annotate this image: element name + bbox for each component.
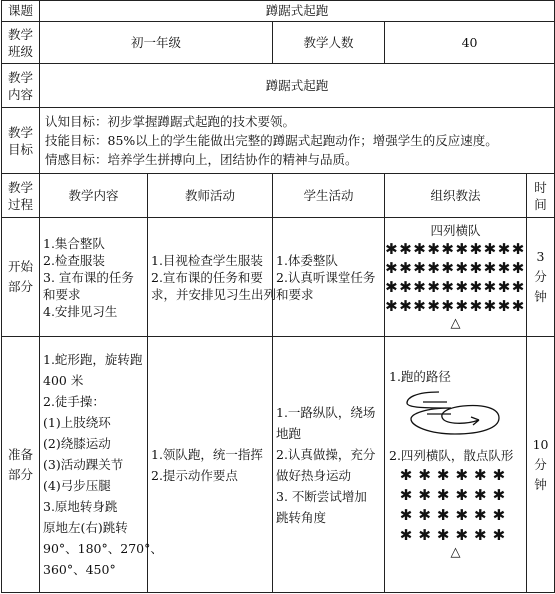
class-row — [2, 22, 555, 64]
content-value: 蹲踞式起跑 — [40, 64, 555, 108]
title-value: 蹲踞式起跑 — [40, 1, 555, 22]
student-count-label: 教学人数 — [273, 22, 385, 64]
formation-row: ✱✱✱✱✱✱ — [399, 486, 512, 504]
section-prep-row — [2, 337, 555, 593]
formation-row: ✱✱✱✱✱✱✱✱✱✱ — [385, 259, 526, 277]
student-count-value: 40 — [385, 22, 555, 64]
formation-row: ✱✱✱✱✱✱ — [399, 526, 512, 544]
section-start-teacher: 1.目视检查学生服装 2.宣布课的任务和要 求，并安排见习生出列 — [148, 218, 273, 337]
section-prep-time: 10 分 钟 — [527, 337, 555, 593]
section-prep-label: 准备部分 — [2, 337, 40, 593]
process-label: 教学过程 — [2, 174, 40, 218]
section-prep-student: 1.一路纵队，绕场 地跑 2.认真做操，充分 做好热身运动 3. 不断尝试增加 跳转角度 — [273, 337, 385, 593]
col-header-time: 时间 — [527, 174, 555, 218]
goal-skill: 技能目标：85%以上的学生能做出完整的蹲踞式起跑动作；增强学生的反应速度。 — [45, 133, 498, 148]
col-header-content: 教学内容 — [40, 174, 148, 218]
class-value: 初一年级 — [40, 22, 273, 64]
goals-text — [40, 108, 555, 174]
goals-row — [2, 108, 555, 174]
col-header-method: 组织教法 — [385, 174, 527, 218]
section-start-method — [385, 218, 527, 337]
goal-affective: 情感目标：培养学生拼搏向上，团结协作的精神与品质。 — [45, 152, 358, 167]
goals-label: 教学目标 — [2, 108, 40, 174]
col-header-teacher: 教师活动 — [148, 174, 273, 218]
teacher-position-triangle: △ — [450, 316, 461, 331]
formation-row: ✱✱✱✱✱✱ — [399, 466, 512, 484]
lesson-plan-table — [1, 0, 555, 593]
scatter-formation-caption: 2.四列横队，散点队形 — [389, 448, 514, 463]
section-start-content: 1.集合整队 2.检查服装 3. 宣布课的任务 和要求 4.安排见习生 — [40, 218, 148, 337]
process-header-row — [2, 174, 555, 218]
title-row — [2, 1, 555, 22]
section-start-time: 3 分 钟 — [527, 218, 555, 337]
section-start-student: 1.体委整队 2.认真听课堂任务 和要求 — [273, 218, 385, 337]
formation-row: ✱✱✱✱✱✱✱✱✱✱ — [385, 278, 526, 296]
title-label: 课题 — [2, 1, 40, 22]
section-prep-teacher: 1.领队跑，统一指挥 2.提示动作要点 — [148, 337, 273, 593]
col-header-student: 学生活动 — [273, 174, 385, 218]
formation-row: ✱✱✱✱✱✱✱✱✱✱ — [385, 240, 526, 258]
formation-row: ✱✱✱✱✱✱✱✱✱✱ — [385, 297, 526, 315]
section-start-row — [2, 218, 555, 337]
goal-cognitive: 认知目标：初步掌握蹲踞式起跑的技术要领。 — [45, 114, 296, 129]
content-label: 教学内容 — [2, 64, 40, 108]
section-prep-content: 1.蛇形跑，旋转跑 400 米 2.徒手操： (1)上肢绕环 (2)绕膝运动 (3)活动踝关节 (4)弓步压腿 3.原地转身跳 原地左(右)跳转 90°、180°、270°、 360°、450° — [40, 337, 148, 593]
formation-caption: 四列横队 — [430, 223, 481, 238]
section-prep-method — [385, 337, 527, 593]
formation-row: ✱✱✱✱✱✱ — [399, 506, 512, 524]
class-label: 教学班级 — [2, 22, 40, 64]
path-caption: 1.跑的路径 — [389, 369, 451, 384]
teacher-position-triangle: △ — [450, 545, 461, 560]
section-start-label: 开始部分 — [2, 218, 40, 337]
spiral-run-path-diagram — [387, 386, 523, 442]
content-row — [2, 64, 555, 108]
